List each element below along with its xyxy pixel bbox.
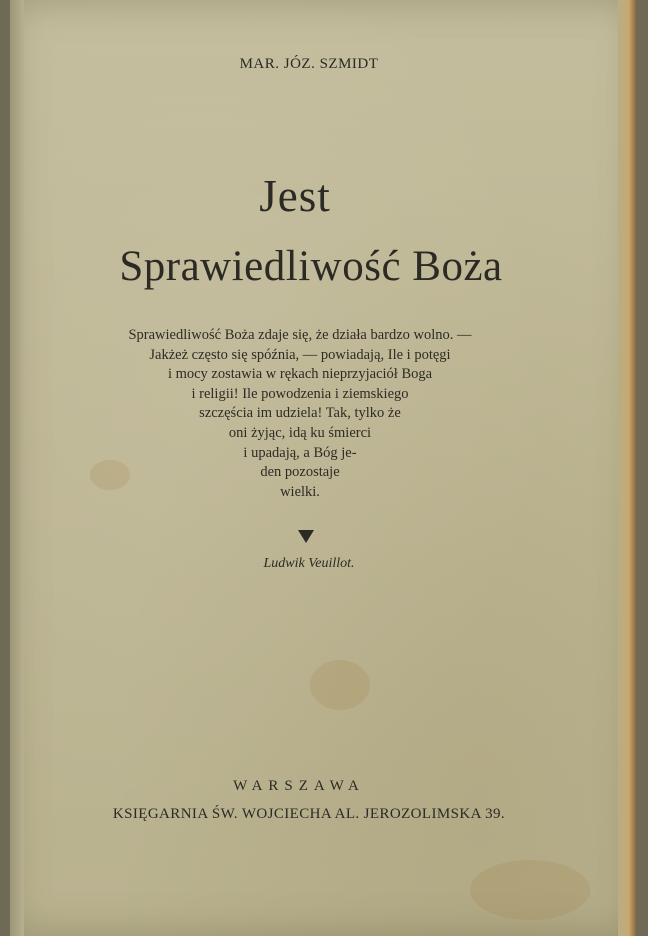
triangle-ornament <box>298 530 314 543</box>
author-name: MAR. JÓZ. SZMIDT <box>239 56 379 72</box>
quote-line: szczęścia im udziela! Tak, tylko że <box>199 405 401 422</box>
paper-stain <box>470 860 590 920</box>
quote-line: i mocy zostawia w rękach nieprzyjaciół Boga <box>167 366 433 383</box>
publication-city: WARSZAWA <box>233 778 365 794</box>
quote-line: Jakżeż często się spóźnia, — powiadają, Ile i potęgi <box>149 346 451 363</box>
quote-line: Sprawiedliwość Boża zdaje się, że działa bardzo wolno. — <box>128 327 472 343</box>
title-line-2: Sprawiedliwość Boża <box>119 243 503 290</box>
quote-attribution: Ludwik Veuillot. <box>263 556 355 571</box>
quote-line: den pozostaje <box>260 464 340 481</box>
quote-line: i upadają, a Bóg je- <box>243 444 357 461</box>
book-cover-page <box>10 0 636 936</box>
binding-edge <box>10 0 24 936</box>
publisher-line: KSIĘGARNIA ŚW. WOJCIECHA AL. JEROZOLIMSKA 39. <box>112 806 506 822</box>
quote-line: i religii! Ile powodzenia i ziemskiego <box>191 385 409 402</box>
page-edge <box>618 0 636 936</box>
quote-line: wielki. <box>280 483 320 500</box>
epigraph-quote <box>70 326 530 502</box>
title-line-1: Jest <box>259 171 331 221</box>
quote-line: oni żyjąc, idą ku śmierci <box>228 424 372 441</box>
paper-stain <box>310 660 370 710</box>
